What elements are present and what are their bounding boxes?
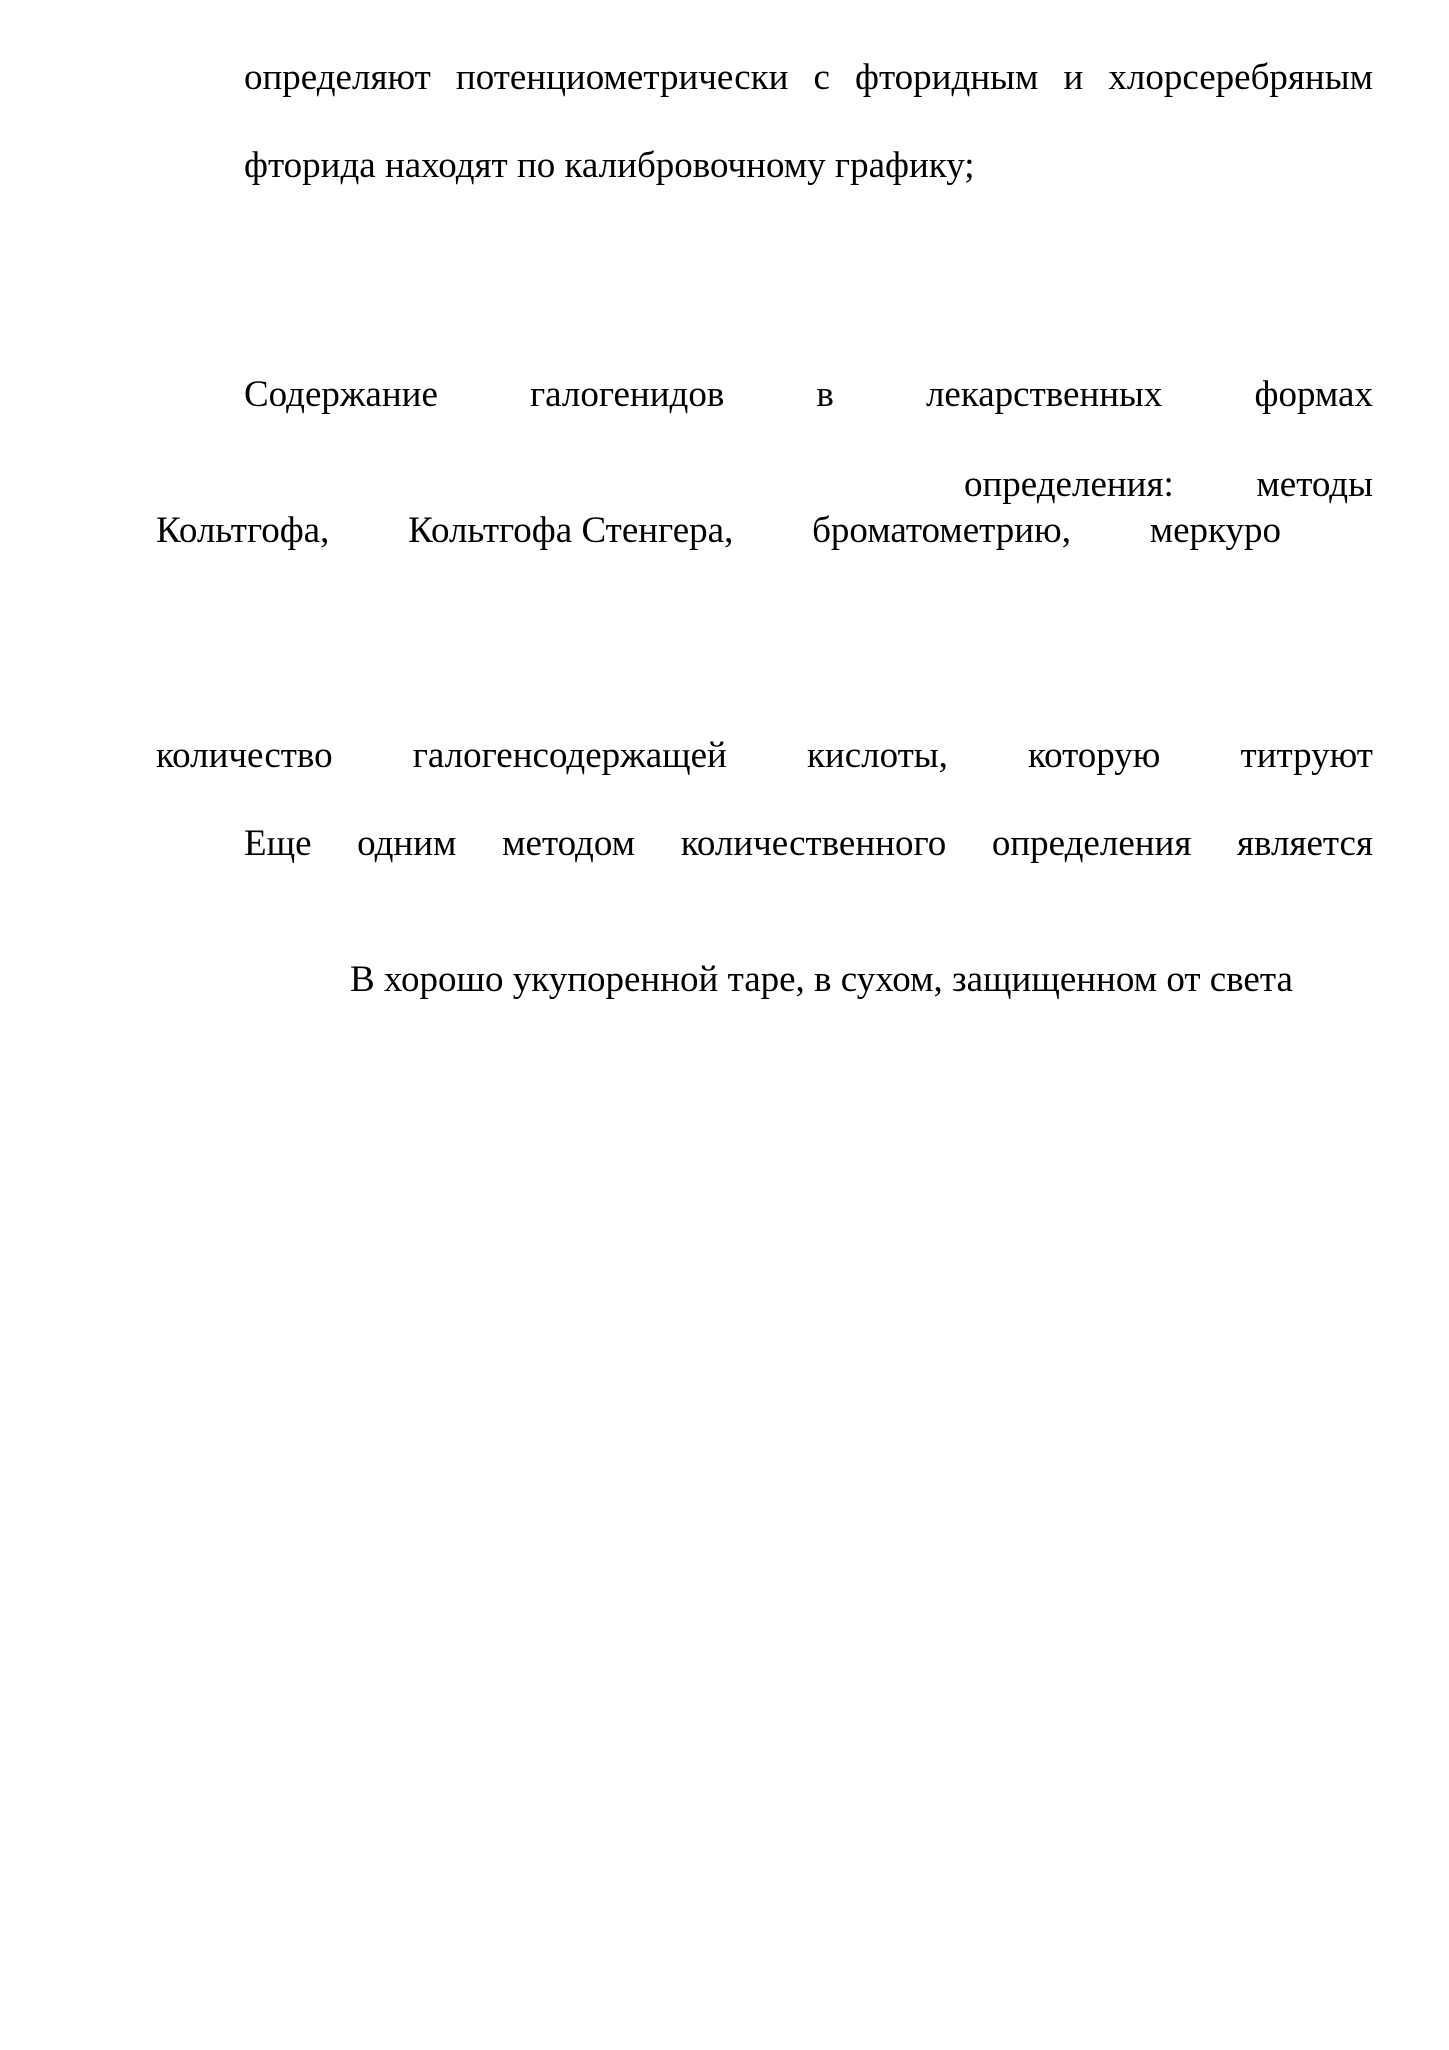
word: формах xyxy=(1254,374,1373,415)
text-line-3 xyxy=(244,373,1373,417)
word: с xyxy=(813,57,830,98)
word: Кольтгофа, xyxy=(156,510,330,551)
word: определяют xyxy=(244,57,431,98)
word: Еще xyxy=(244,823,312,864)
word: и xyxy=(1063,57,1084,98)
word: которую xyxy=(1028,735,1161,776)
word: лекарственных xyxy=(925,374,1163,415)
word: методы xyxy=(1256,464,1373,505)
word: галогенидов xyxy=(529,374,725,415)
word: фторидным xyxy=(855,57,1039,98)
word: методом xyxy=(502,823,636,864)
text-line-6 xyxy=(156,734,1373,778)
text-line-2: фторида находят по калибровочному графику; xyxy=(244,145,975,186)
word: является xyxy=(1237,823,1373,864)
word: кислоты, xyxy=(806,735,948,776)
text-line-4 xyxy=(964,463,1373,507)
word: меркуро xyxy=(1149,510,1281,551)
word: титруют xyxy=(1240,735,1373,776)
word: хлорсеребряным xyxy=(1108,57,1373,98)
word: Содержание xyxy=(244,374,438,415)
word: определения xyxy=(991,823,1192,864)
word: потенциометрически xyxy=(455,57,789,98)
word: галогенсодержащей xyxy=(412,735,727,776)
word: в xyxy=(816,374,834,415)
text-line-5 xyxy=(156,509,1281,553)
word: броматометрию, xyxy=(812,510,1071,551)
word: количество xyxy=(156,735,333,776)
text-line-1 xyxy=(244,56,1373,100)
word: одним xyxy=(357,823,457,864)
text-line-7 xyxy=(244,822,1373,866)
word: количественного xyxy=(680,823,947,864)
word: Кольтгофа Стенгера, xyxy=(408,510,734,551)
text-line-8: В хорошо укупоренной таре, в сухом, защищенном от света xyxy=(350,959,1293,1000)
word: определения: xyxy=(964,464,1174,505)
